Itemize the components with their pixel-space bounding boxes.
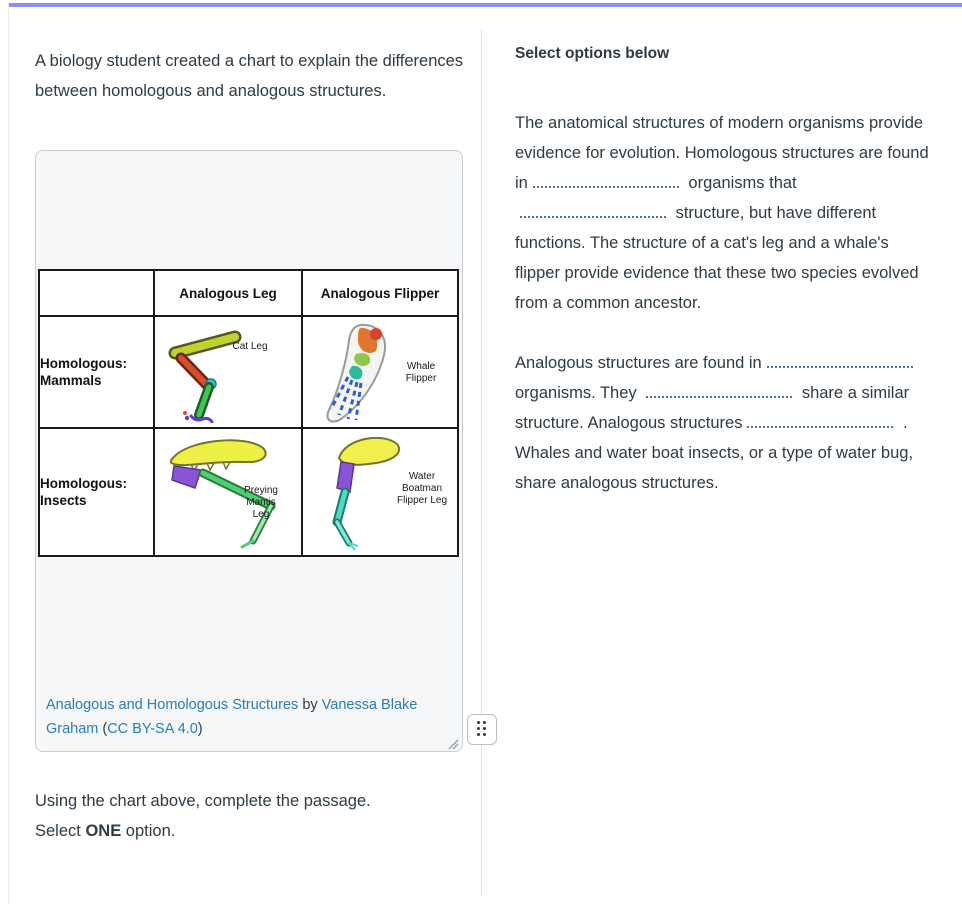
passage-text: share a similar structure. Analogous structures	[515, 384, 910, 432]
instruction-line-2	[35, 816, 465, 846]
answer-blank-3[interactable]	[767, 353, 913, 368]
instruction-text: Select	[35, 822, 86, 840]
passage-text: organisms. They	[515, 384, 642, 402]
resize-handle-icon[interactable]	[448, 737, 460, 749]
col-header-analogous-flipper: Analogous Flipper	[302, 270, 458, 316]
frame-left-border	[8, 3, 9, 904]
answer-blank-1[interactable]	[533, 173, 679, 188]
whale-flipper-label: Whale Flipper	[405, 361, 437, 384]
caption-by-text: by	[298, 697, 322, 713]
row-header-line: Homologous:	[40, 476, 127, 491]
passage-paragraph-1	[515, 108, 929, 318]
options-heading: Select options below	[515, 45, 670, 62]
row-header-insects	[39, 428, 154, 556]
one-emphasis: ONE	[85, 822, 122, 840]
passage-text: The anatomical structures of modern organisms provide evidence for evolution. Homologous structures are found in	[515, 114, 929, 192]
passage-paragraph-2	[515, 348, 929, 498]
caption-paren: )	[197, 721, 203, 737]
figure-card	[35, 150, 463, 752]
passage-text: structure, but have different functions. The structure of a cat's leg and a whale's flipper provide evidence that these two species evolved from a common ancestor.	[515, 204, 919, 312]
instructions	[35, 786, 465, 846]
question-panel	[35, 46, 465, 106]
passage-text: Analogous structures are found in	[515, 354, 762, 372]
row-header-line: Mammals	[40, 373, 102, 388]
grip-dots	[477, 721, 488, 738]
answer-blank-4[interactable]	[646, 383, 792, 398]
structures-chart-table	[38, 269, 459, 557]
row-header-line: Insects	[40, 493, 87, 508]
preying-mantis-leg-label: Preying Mantis Leg	[244, 485, 278, 520]
cell-water-boatman-flipper-leg	[302, 428, 458, 556]
license-link[interactable]: CC BY-SA 4.0	[107, 721, 198, 737]
water-boatman-flipper-leg-label: Water Boatman Flipper Leg	[396, 471, 448, 506]
answer-panel	[515, 44, 929, 498]
row-header-mammals	[39, 316, 154, 428]
table-corner-cell	[39, 270, 154, 316]
author-link[interactable]: Vanessa Blake Graham	[46, 697, 418, 737]
cell-whale-flipper	[302, 316, 458, 428]
cell-cat-leg	[154, 316, 302, 428]
accent-progress-bar	[8, 3, 962, 7]
instruction-text: option.	[121, 822, 176, 840]
answer-blank-5[interactable]	[747, 413, 893, 428]
cat-leg-label: Cat Leg	[232, 341, 268, 352]
passage-text: organisms that	[683, 174, 797, 192]
column-divider	[481, 30, 482, 894]
figure-caption	[46, 693, 432, 741]
col-header-analogous-leg: Analogous Leg	[154, 270, 302, 316]
instruction-line-1: Using the chart above, complete the passage.	[35, 792, 371, 810]
drag-handle-icon[interactable]	[467, 714, 497, 745]
cat-leg-drawing	[161, 323, 261, 423]
water-boatman-flipper-leg-drawing	[305, 429, 403, 553]
cell-preying-mantis-leg	[154, 428, 302, 556]
caption-paren: (	[98, 721, 108, 737]
whale-flipper-drawing	[303, 319, 403, 427]
question-intro: A biology student created a chart to explain the differences between homologous and analogous structures.	[35, 52, 464, 100]
passage-text: . Whales and water boat insects, or a type of water bug, share analogous structures.	[515, 414, 914, 492]
figure-title-link[interactable]: Analogous and Homologous Structures	[46, 697, 299, 713]
answer-blank-2[interactable]	[520, 203, 666, 218]
row-header-line: Homologous:	[40, 356, 127, 371]
